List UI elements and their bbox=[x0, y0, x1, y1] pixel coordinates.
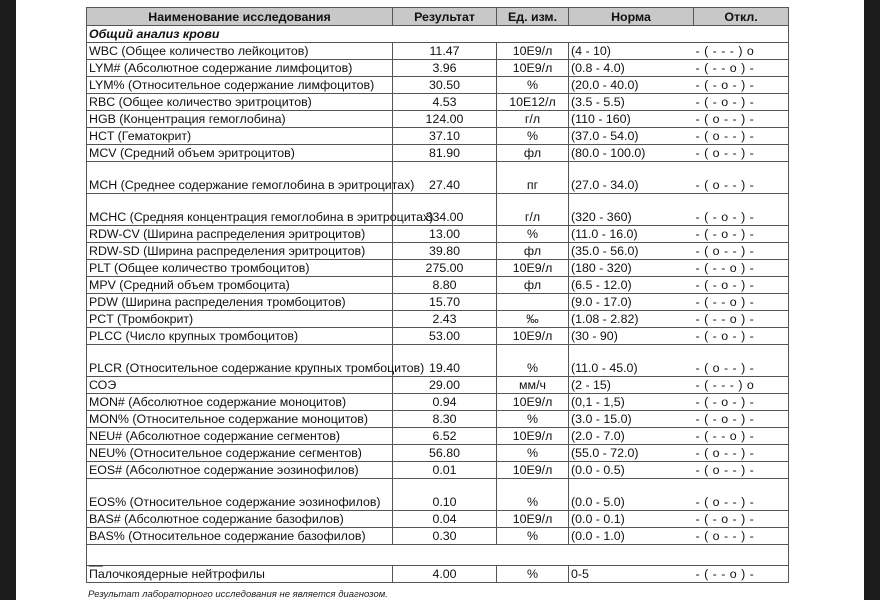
unit: ‰ bbox=[497, 311, 569, 328]
unit: 10E9/л bbox=[497, 394, 569, 411]
test-name: PDW (Ширина распределения тромбоцитов) bbox=[87, 294, 393, 311]
test-name: EOS# (Абсолютное содержание эозинофилов) bbox=[87, 462, 393, 479]
result-value: 4.53 bbox=[393, 94, 497, 111]
result-value: 27.40 bbox=[393, 162, 497, 194]
result-value: 81.90 bbox=[393, 145, 497, 162]
deviation-indicator: - ( - - o ) - bbox=[694, 294, 789, 311]
test-name: PLT (Общее количество тромбоцитов) bbox=[87, 260, 393, 277]
table-row bbox=[87, 394, 789, 411]
unit: мм/ч bbox=[497, 377, 569, 394]
test-name: MCV (Средний объем эритроцитов) bbox=[87, 145, 393, 162]
norm-range: (9.0 - 17.0) bbox=[569, 294, 694, 311]
deviation-indicator: - ( - o - ) - bbox=[694, 511, 789, 528]
test-name: HCT (Гематокрит) bbox=[87, 128, 393, 145]
result-value: 0.01 bbox=[393, 462, 497, 479]
deviation-indicator: - ( - - o ) - bbox=[694, 311, 789, 328]
result-value: 11.47 bbox=[393, 43, 497, 60]
deviation-indicator: - ( - o - ) - bbox=[694, 77, 789, 94]
document-page bbox=[16, 0, 864, 600]
result-value: 0.04 bbox=[393, 511, 497, 528]
deviation-indicator: - ( - - - ) o bbox=[694, 43, 789, 60]
norm-range: (0.8 - 4.0) bbox=[569, 60, 694, 77]
norm-range: (0.0 - 5.0) bbox=[569, 479, 694, 511]
table-row bbox=[87, 277, 789, 294]
table-row bbox=[87, 511, 789, 528]
norm-range: (0.0 - 0.1) bbox=[569, 511, 694, 528]
result-value: 2.43 bbox=[393, 311, 497, 328]
result-value: 275.00 bbox=[393, 260, 497, 277]
deviation-indicator: - ( - o - ) - bbox=[694, 328, 789, 345]
unit: 10E9/л bbox=[497, 328, 569, 345]
table-row bbox=[87, 294, 789, 311]
norm-range: (0.0 - 0.5) bbox=[569, 462, 694, 479]
separator-row bbox=[87, 545, 789, 566]
table-row bbox=[87, 260, 789, 277]
table-row bbox=[87, 566, 789, 583]
unit: г/л bbox=[497, 111, 569, 128]
table-row bbox=[87, 328, 789, 345]
norm-range: (27.0 - 34.0) bbox=[569, 162, 694, 194]
result-value: 19.40 bbox=[393, 345, 497, 377]
table-row bbox=[87, 428, 789, 445]
result-value: 56.80 bbox=[393, 445, 497, 462]
result-value: 30.50 bbox=[393, 77, 497, 94]
norm-range: (37.0 - 54.0) bbox=[569, 128, 694, 145]
test-name: MPV (Средний объем тромбоцита) bbox=[87, 277, 393, 294]
table-row bbox=[87, 462, 789, 479]
norm-range: (11.0 - 45.0) bbox=[569, 345, 694, 377]
unit: % bbox=[497, 345, 569, 377]
unit: 10E9/л bbox=[497, 43, 569, 60]
result-value: 0.94 bbox=[393, 394, 497, 411]
deviation-indicator: - ( - o - ) - bbox=[694, 277, 789, 294]
test-name: PLCC (Число крупных тромбоцитов) bbox=[87, 328, 393, 345]
deviation-indicator: - ( o - - ) - bbox=[694, 145, 789, 162]
result-value: 4.00 bbox=[393, 566, 497, 583]
deviation-indicator: - ( - o - ) - bbox=[694, 226, 789, 243]
table-row bbox=[87, 128, 789, 145]
test-name: Палочкоядерные нейтрофилы bbox=[87, 566, 393, 583]
test-name: PCT (Тромбокрит) bbox=[87, 311, 393, 328]
deviation-indicator: - ( - o - ) - bbox=[694, 394, 789, 411]
test-name: LYM% (Относительное содержание лимфоцитов) bbox=[87, 77, 393, 94]
result-value: 334.00 bbox=[393, 194, 497, 226]
norm-range: (0.0 - 1.0) bbox=[569, 528, 694, 545]
test-name: MON% (Относительное содержание моноцитов) bbox=[87, 411, 393, 428]
header-unit: Ед. изм. bbox=[497, 8, 569, 26]
result-value: 29.00 bbox=[393, 377, 497, 394]
table-row bbox=[87, 345, 789, 377]
norm-range: (80.0 - 100.0) bbox=[569, 145, 694, 162]
unit: 10E9/л bbox=[497, 260, 569, 277]
deviation-indicator: - ( - o - ) - bbox=[694, 94, 789, 111]
table-row bbox=[87, 77, 789, 94]
test-name: MON# (Абсолютное содержание моноцитов) bbox=[87, 394, 393, 411]
unit bbox=[497, 294, 569, 311]
header-deviation: Откл. bbox=[694, 8, 789, 26]
deviation-indicator: - ( - - o ) - bbox=[694, 566, 789, 583]
unit: 10E9/л bbox=[497, 462, 569, 479]
test-name: RDW-CV (Ширина распределения эритроцитов) bbox=[87, 226, 393, 243]
section-title: Общий анализ крови bbox=[87, 26, 789, 43]
unit: % bbox=[497, 445, 569, 462]
table-row bbox=[87, 94, 789, 111]
result-value: 13.00 bbox=[393, 226, 497, 243]
result-value: 124.00 bbox=[393, 111, 497, 128]
result-value: 15.70 bbox=[393, 294, 497, 311]
table-row bbox=[87, 145, 789, 162]
separator-mark: __ bbox=[87, 545, 789, 566]
norm-range: (110 - 160) bbox=[569, 111, 694, 128]
table-row bbox=[87, 60, 789, 77]
norm-range: (0,1 - 1,5) bbox=[569, 394, 694, 411]
test-name: RDW-SD (Ширина распределения эритроцитов) bbox=[87, 243, 393, 260]
deviation-indicator: - ( o - - ) - bbox=[694, 528, 789, 545]
norm-range: (6.5 - 12.0) bbox=[569, 277, 694, 294]
table-row bbox=[87, 243, 789, 260]
deviation-indicator: - ( o - - ) - bbox=[694, 479, 789, 511]
test-name: СОЭ bbox=[87, 377, 393, 394]
deviation-indicator: - ( - - o ) - bbox=[694, 260, 789, 277]
unit: пг bbox=[497, 162, 569, 194]
table-row bbox=[87, 311, 789, 328]
table-row bbox=[87, 194, 789, 226]
deviation-indicator: - ( - - - ) o bbox=[694, 377, 789, 394]
test-name: LYM# (Абсолютное содержание лимфоцитов) bbox=[87, 60, 393, 77]
unit: г/л bbox=[497, 194, 569, 226]
unit: фл bbox=[497, 277, 569, 294]
result-value: 37.10 bbox=[393, 128, 497, 145]
deviation-indicator: - ( o - - ) - bbox=[694, 445, 789, 462]
deviation-indicator: - ( o - - ) - bbox=[694, 345, 789, 377]
norm-range: (180 - 320) bbox=[569, 260, 694, 277]
test-name: NEU# (Абсолютное содержание сегментов) bbox=[87, 428, 393, 445]
test-name: RBC (Общее количество эритроцитов) bbox=[87, 94, 393, 111]
result-value: 0.10 bbox=[393, 479, 497, 511]
norm-range: (3.5 - 5.5) bbox=[569, 94, 694, 111]
unit: 10E12/л bbox=[497, 94, 569, 111]
unit: % bbox=[497, 77, 569, 94]
unit: % bbox=[497, 479, 569, 511]
test-name: PLCR (Относительное содержание крупных тромбоцитов) bbox=[87, 345, 393, 377]
test-name: NEU% (Относительное содержание сегментов) bbox=[87, 445, 393, 462]
test-name: EOS% (Относительное содержание эозинофилов) bbox=[87, 479, 393, 511]
norm-range: (4 - 10) bbox=[569, 43, 694, 60]
result-value: 0.30 bbox=[393, 528, 497, 545]
unit: % bbox=[497, 566, 569, 583]
test-name: BAS# (Абсолютное содержание базофилов) bbox=[87, 511, 393, 528]
unit: 10E9/л bbox=[497, 511, 569, 528]
result-value: 8.80 bbox=[393, 277, 497, 294]
norm-range: (30 - 90) bbox=[569, 328, 694, 345]
deviation-indicator: - ( o - - ) - bbox=[694, 162, 789, 194]
test-name: WBC (Общее количество лейкоцитов) bbox=[87, 43, 393, 60]
deviation-indicator: - ( - o - ) - bbox=[694, 194, 789, 226]
section-row bbox=[87, 26, 789, 43]
table-row bbox=[87, 528, 789, 545]
result-value: 6.52 bbox=[393, 428, 497, 445]
footnote: Результат лабораторного исследования не является диагнозом. bbox=[88, 589, 388, 600]
norm-range: (3.0 - 15.0) bbox=[569, 411, 694, 428]
norm-range: (55.0 - 72.0) bbox=[569, 445, 694, 462]
norm-range: (2 - 15) bbox=[569, 377, 694, 394]
table-row bbox=[87, 43, 789, 60]
unit: фл bbox=[497, 243, 569, 260]
table-row bbox=[87, 226, 789, 243]
deviation-indicator: - ( o - - ) - bbox=[694, 462, 789, 479]
table-row bbox=[87, 377, 789, 394]
unit: фл bbox=[497, 145, 569, 162]
test-name: MCH (Среднее содержание гемоглобина в эритроцитах) bbox=[87, 162, 393, 194]
deviation-indicator: - ( o - - ) - bbox=[694, 128, 789, 145]
test-name: MCHC (Средняя концентрация гемоглобина в эритроцитах) bbox=[87, 194, 393, 226]
unit: % bbox=[497, 226, 569, 243]
unit: % bbox=[497, 128, 569, 145]
table-row bbox=[87, 411, 789, 428]
table-header-row bbox=[87, 8, 789, 26]
deviation-indicator: - ( - o - ) - bbox=[694, 411, 789, 428]
result-value: 8.30 bbox=[393, 411, 497, 428]
deviation-indicator: - ( - - o ) - bbox=[694, 60, 789, 77]
test-name: BAS% (Относительное содержание базофилов) bbox=[87, 528, 393, 545]
result-value: 39.80 bbox=[393, 243, 497, 260]
test-name: HGB (Концентрация гемоглобина) bbox=[87, 111, 393, 128]
result-value: 3.96 bbox=[393, 60, 497, 77]
deviation-indicator: - ( o - - ) - bbox=[694, 111, 789, 128]
unit: 10E9/л bbox=[497, 428, 569, 445]
deviation-indicator: - ( o - - ) - bbox=[694, 243, 789, 260]
table-row bbox=[87, 479, 789, 511]
table-row bbox=[87, 445, 789, 462]
norm-range: (1.08 - 2.82) bbox=[569, 311, 694, 328]
norm-range: 0-5 bbox=[569, 566, 694, 583]
table-row bbox=[87, 162, 789, 194]
header-name: Наименование исследования bbox=[87, 8, 393, 26]
norm-range: (35.0 - 56.0) bbox=[569, 243, 694, 260]
results-table bbox=[86, 7, 789, 583]
norm-range: (20.0 - 40.0) bbox=[569, 77, 694, 94]
unit: 10E9/л bbox=[497, 60, 569, 77]
header-result: Результат bbox=[393, 8, 497, 26]
norm-range: (11.0 - 16.0) bbox=[569, 226, 694, 243]
deviation-indicator: - ( - - o ) - bbox=[694, 428, 789, 445]
header-norm: Норма bbox=[569, 8, 694, 26]
table-row bbox=[87, 111, 789, 128]
unit: % bbox=[497, 411, 569, 428]
norm-range: (320 - 360) bbox=[569, 194, 694, 226]
result-value: 53.00 bbox=[393, 328, 497, 345]
unit: % bbox=[497, 528, 569, 545]
norm-range: (2.0 - 7.0) bbox=[569, 428, 694, 445]
